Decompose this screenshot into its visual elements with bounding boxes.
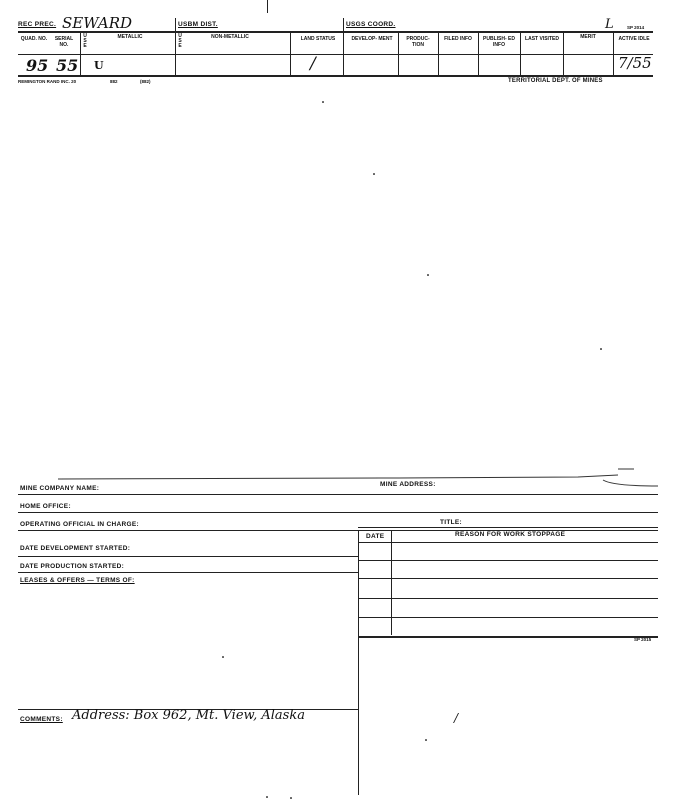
card-top-edge [18,466,658,490]
header-serial-no: SERIAL NO. [54,36,74,48]
speck [222,656,224,658]
usbm-dist-label: USBM DIST. [178,21,218,28]
header-production: PRODUC- TION [406,36,430,48]
date-development-started-label: DATE DEVELOPMENT STARTED: [20,545,131,552]
col-divider-merit [563,31,564,75]
col-divider-1 [80,31,81,75]
land-status-value: / [310,54,316,74]
header-use-1: U S E [83,33,87,49]
col-divider-prod [398,31,399,75]
title-label: TITLE: [440,519,463,526]
comments-label: COMMENTS: [20,716,63,723]
operating-official-label: OPERATING OFFICIAL IN CHARGE: [20,521,139,528]
line-company [18,494,658,495]
mine-company-name-label: MINE COMPANY NAME: [20,485,100,492]
stray-mark: / [454,711,459,725]
table-left-line [358,530,359,795]
usgs-coord-label: USGS COORD. [346,21,396,28]
header-merit: MERIT [580,34,596,40]
footer-left: REMINGTON RAND INC. 20 [18,79,77,84]
speck [290,797,292,799]
table-header-line [358,542,658,543]
leases-offers-label: LEASES & OFFERS — TERMS OF: [20,577,135,584]
col-divider-pub [478,31,479,75]
divider-usbm [343,18,344,75]
home-office-label: HOME OFFICE: [20,503,71,510]
line-prod-started [18,572,358,573]
serial-no-value: 55 [56,56,79,75]
header-metallic: METALLIC [117,34,143,40]
header-last-visited: LAST VISITED [525,36,559,42]
speck [322,101,324,103]
header-development: DEVELOP- MENT [351,36,393,42]
speck [600,348,602,350]
quad-no-value: 95 [26,56,49,75]
rec-prec-value: SEWARD [62,14,133,32]
rec-prec-label: REC PREC. [18,21,57,28]
table-row-2 [358,578,658,579]
table-row-1 [358,560,658,561]
table-top-line [358,527,658,528]
header-active-idle: ACTIVE IDLE [618,36,650,42]
header-published-info: PUBLISH- ED INFO [483,36,515,48]
header-land-status: LAND STATUS [300,36,336,42]
footer-code-2: (882) [140,79,151,84]
form-number-bottom: SP 2015 [634,637,652,642]
mine-address-label: MINE ADDRESS: [380,481,436,488]
line-home-office [18,512,658,513]
line-dev-started [18,556,358,557]
footer-code: 882 [110,79,118,84]
table-bottom-line [358,636,658,638]
use-code-value: U [94,59,104,72]
col-divider-filed [438,31,439,75]
header-non-metallic: NON-METALLIC [211,34,249,40]
speck [425,739,427,741]
reason-header: REASON FOR WORK STOPPAGE [455,531,566,538]
card-bottom-line [18,75,653,77]
table-row-3 [358,598,658,599]
speck [427,274,429,276]
comments-value: Address: Box 962, Mt. View, Alaska [72,708,305,723]
date-header: DATE [366,533,385,540]
header-use-2: U S E [178,33,182,49]
col-divider-active [613,31,614,75]
coord-mark: L [605,17,614,32]
col-divider-land [290,31,291,75]
header-quad-no: QUAD. NO. [20,36,48,42]
speck [266,796,268,798]
header-bottom-line [18,54,653,55]
date-production-started-label: DATE PRODUCTION STARTED: [20,563,125,570]
table-row-4 [358,617,658,618]
form-number-top: SP 2014 [627,25,645,30]
date-column-line [391,530,392,635]
header-filed-info: FILED INFO [444,36,472,42]
divider-rec [175,18,176,75]
punch-tick [267,0,268,13]
active-idle-value: 7/55 [618,54,652,72]
footer-right: TERRITORIAL DEPT. OF MINES [508,78,603,84]
col-divider-last [520,31,521,75]
speck [373,173,375,175]
